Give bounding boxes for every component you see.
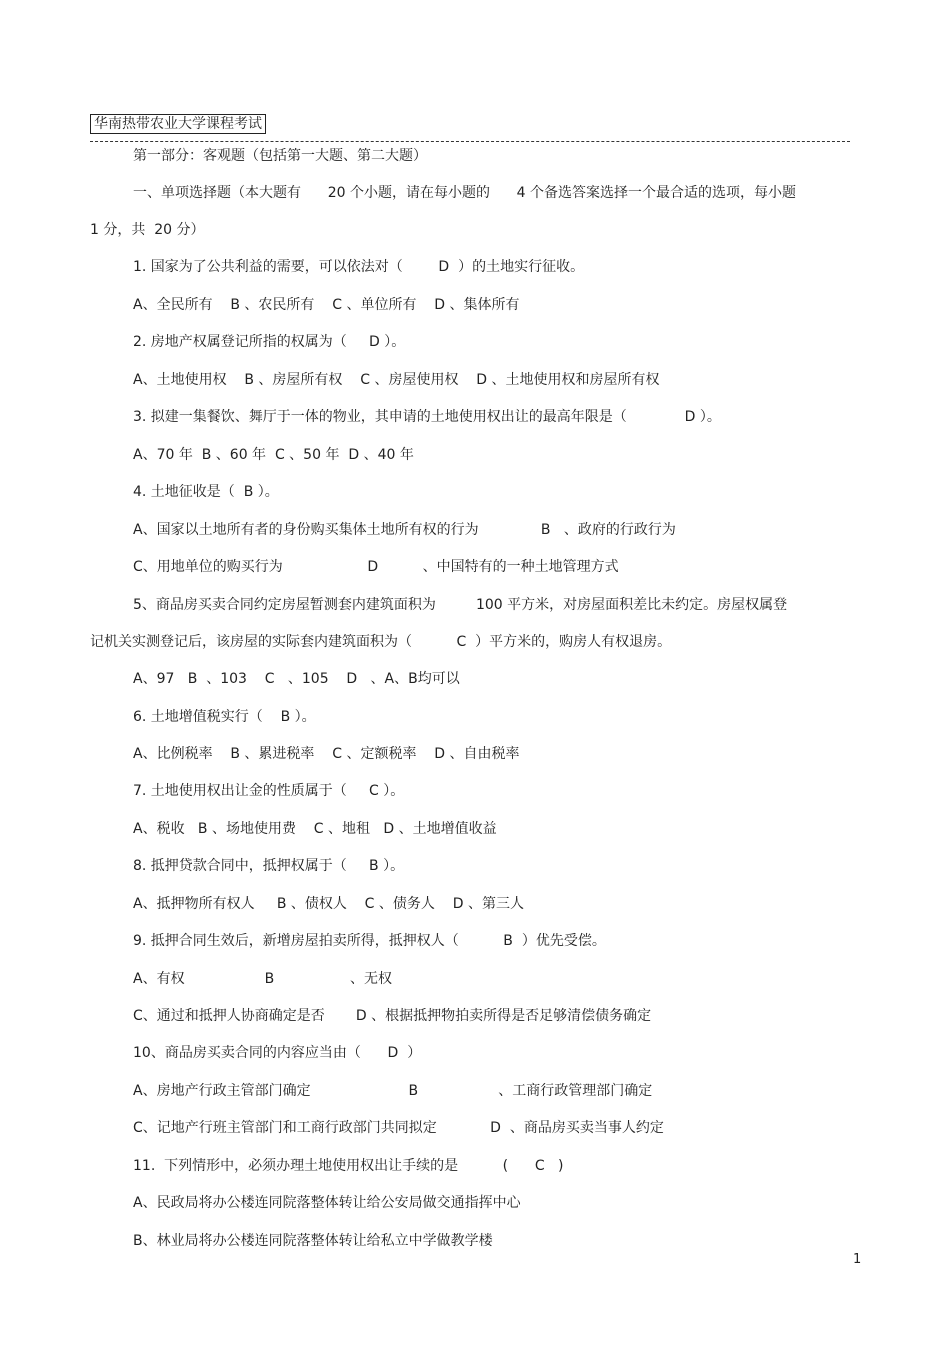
question-4-options-b: C、用地单位的购买行为 D 、中国特有的一种土地管理方式: [133, 559, 619, 575]
question-group-heading: 一、单项选择题（本大题有 20 个小题，请在每小题的 4 个备选答案选择一个最合适的选项，每小题: [133, 185, 797, 201]
question-8-options: A、抵押物所有权人 B 、债权人 C 、债务人 D 、第三人: [133, 896, 524, 912]
section-heading: 第一部分：客观题（包括第一大题、第二大题）: [133, 148, 427, 164]
question-group-heading-cont: 1 分，共 20 分）: [90, 222, 205, 238]
question-1-options: A、全民所有 B 、农民所有 C 、单位所有 D 、集体所有: [133, 297, 520, 313]
question-11: 11. 下列情形中，必须办理土地使用权出让手续的是 ( C ): [133, 1158, 564, 1174]
question-5: 5、商品房买卖合同约定房屋暂测套内建筑面积为 100 平方米，对房屋面积差比未约定。房屋权属登: [133, 597, 788, 613]
question-7: 7. 土地使用权出让金的性质属于（ C ）。: [133, 783, 405, 799]
question-5-options: A、97 B 、103 C 、105 D 、A、B均可以: [133, 671, 460, 687]
header-divider: [90, 141, 850, 142]
question-10-options-b: C、记地产行班主管部门和工商行政部门共同拟定 D 、商品房买卖当事人约定: [133, 1120, 664, 1136]
question-11-option-a: A、民政局将办公楼连同院落整体转让给公安局做交通指挥中心: [133, 1195, 521, 1211]
question-11-option-b: B、林业局将办公楼连同院落整体转让给私立中学做教学楼: [133, 1233, 493, 1249]
exam-header-title: 华南热带农业大学课程考试: [90, 114, 266, 134]
question-5-cont: 记机关实测登记后，该房屋的实际套内建筑面积为（ C ）平方米的，购房人有权退房。: [90, 634, 672, 650]
question-3: 3. 拟建一集餐饮、舞厅于一体的物业，其申请的土地使用权出让的最高年限是（ D ）。: [133, 409, 721, 425]
question-6: 6. 土地增值税实行（ B ）。: [133, 709, 316, 725]
question-10: 10、商品房买卖合同的内容应当由（ D ）: [133, 1045, 422, 1061]
question-10-options-a: A、房地产行政主管部门确定 B 、工商行政管理部门确定: [133, 1083, 653, 1099]
question-1: 1. 国家为了公共利益的需要，可以依法对（ D ）的土地实行征收。: [133, 259, 585, 275]
question-2-options: A、土地使用权 B 、房屋所有权 C 、房屋使用权 D 、土地使用权和房屋所有权: [133, 372, 660, 388]
question-9: 9. 抵押合同生效后，新增房屋拍卖所得，抵押权人（ B ）优先受偿。: [133, 933, 606, 949]
question-4-options-a: A、国家以土地所有者的身份购买集体土地所有权的行为 B 、政府的行政行为: [133, 522, 676, 538]
page-number: 1: [853, 1252, 862, 1267]
question-3-options: A、70 年 B 、60 年 C 、50 年 D 、40 年: [133, 447, 414, 463]
question-4: 4. 土地征收是（ B ）。: [133, 484, 279, 500]
question-6-options: A、比例税率 B 、累进税率 C 、定额税率 D 、自由税率: [133, 746, 520, 762]
question-7-options: A、税收 B 、场地使用费 C 、地租 D 、土地增值收益: [133, 821, 497, 837]
question-2: 2. 房地产权属登记所指的权属为（ D ）。: [133, 334, 406, 350]
question-9-options-b: C、通过和抵押人协商确定是否 D 、根据抵押物拍卖所得是否足够清偿债务确定: [133, 1008, 652, 1024]
question-9-options-a: A、有权 B 、无权: [133, 971, 392, 987]
question-8: 8. 抵押贷款合同中，抵押权属于（ B ）。: [133, 858, 405, 874]
